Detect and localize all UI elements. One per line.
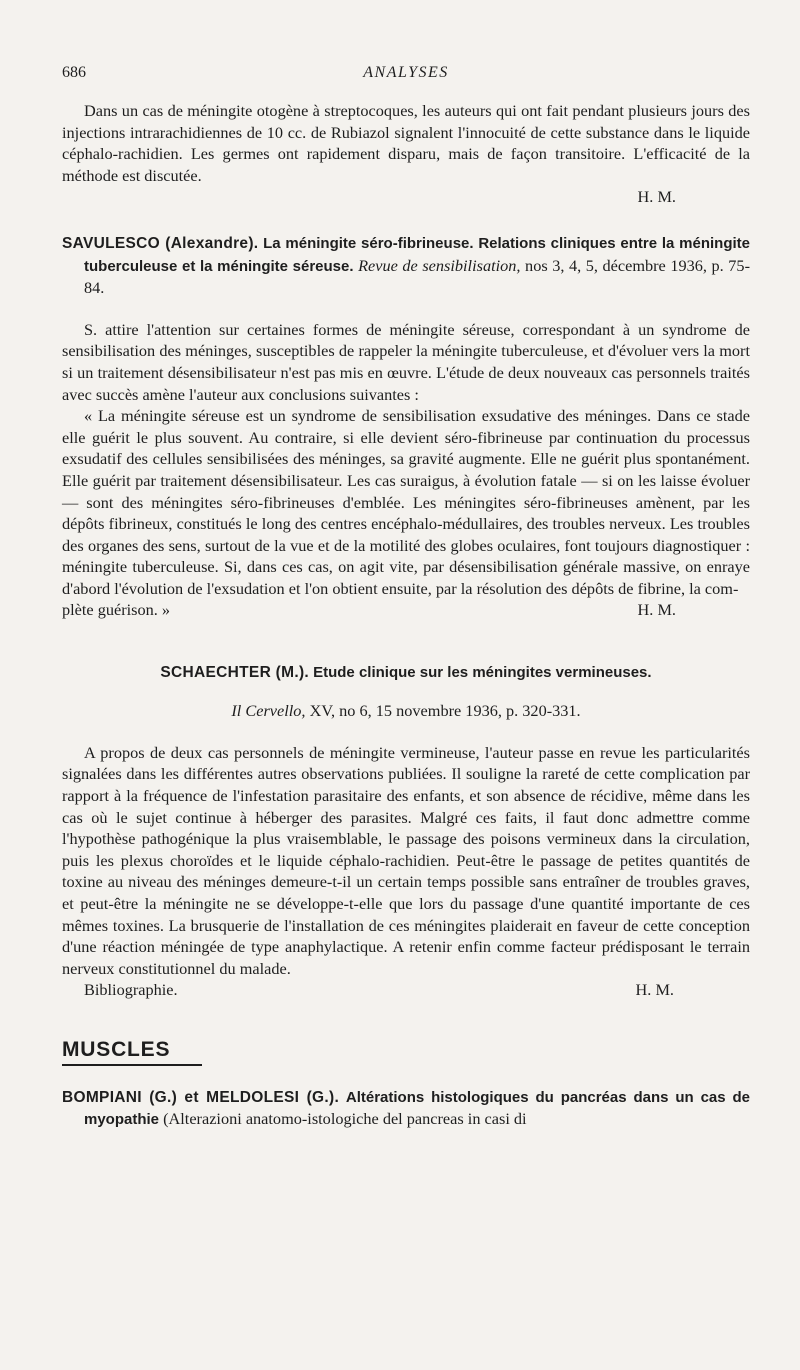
entry-paragraph: A propos de deux cas personnels de méningite vermineuse, l'auteur passe en revue les particularités signalées dans les différentes autres observations publiées. Il souligne la rareté de cette complication par rapport à la fréquence de l'infestation parasitaire des enfants, et son absence de récidive, même dans les cas où le sujet continue à héberger des parasites. Malgré ces faits, il faut donc admettre comme l'hypothèse pathogénique la plus vraisemblable, le passage des poisons vermineux dans la circulation, puis les plexus choroïdes et le liquide céphalo-rachidien. Peut-être le passage de petites quantités de toxine au niveau des méninges demeure-t-il un certain temps possible sans entraîner de troubles graves, et peut-être la méningite ne se développe-t-elle que lors du passage d'une quantité importante de ces mêmes toxines. La brusquerie de l'installation de ces méningites plaiderait en faveur de cette conception d'une réaction méningée de type anaphylactique. A retenir enfin comme facteur prédisposant le terrain nerveux constitutionnel du malade.: [62, 742, 750, 978]
page-number: 686: [62, 64, 86, 81]
entry-title: La méningite séro-fibrineuse. Relations cliniques entre la méningite tuberculeuse et la méningite séreuse.: [84, 234, 751, 275]
entry-details: (Alterazioni anatomo-istologiche del pancreas in casi di: [163, 1109, 527, 1129]
entry-title: Altérations histologiques du pancréas dans un cas de myopathie: [84, 1088, 750, 1129]
intro-paragraph: Dans un cas de méningite otogène à streptocoques, les auteurs qui ont fait pendant plusieurs jours des injections intrarachidiennes de 10 cc. de Rubiazol signalent l'innocuité de cette substance dans le liquide céphalo-rachidien. Les germes ont rapidement disparu, mais de façon transitoire. L'efficacité de la méthode est discutée.: [62, 101, 750, 185]
entry-reference: [62, 700, 750, 722]
entry-details: nos 3, 4, 5, décembre 1936, p. 75-84.: [84, 255, 750, 298]
entry-author: SCHAECHTER (M.).: [160, 664, 310, 682]
running-title: ANALYSES: [363, 64, 449, 81]
bibliography-label: Bibliographie.: [84, 980, 178, 1000]
entry-journal: Il Cervello,: [231, 701, 306, 721]
entry-paragraph: S. attire l'attention sur certaines formes de méningite séreuse, correspondant à un syndrome de sensibilisation des méninges, susceptibles de rappeler la méningite tuberculeuse, et d'évoluer vers la mort si un traitement désensibilisateur n'est pas mis en œuvre. L'étude de deux nouveaux cas personnels traités avec succès amène l'auteur aux conclusions suivantes :: [62, 319, 750, 404]
page-header: [62, 64, 750, 88]
quote-end-line: [62, 599, 750, 621]
entry-details: XV, no 6, 15 novembre 1936, p. 320-331.: [309, 701, 581, 721]
entry-title: Etude clinique sur les méningites vermineuses.: [313, 664, 652, 682]
quote-end-text: plète guérison. »: [62, 600, 171, 620]
bibliography-line: [62, 979, 750, 1001]
section-heading: MUSCLES: [62, 1037, 171, 1061]
signature: H. M.: [635, 980, 674, 1000]
signature: H. M.: [637, 600, 676, 620]
entry-quote: « La méningite séreuse est un syndrome de sensibilisation exsudative des méninges. Dans ce stade elle guérit le plus souvent. Au contraire, si elle devient séro-fibrineuse par continuation du processus exsudatif des cellules sensibilisées des méninges, sa gravité augmente. Elle ne guérit plus spontanément. Elle guérit par traitement désensibilisateur. Les cas suraigus, à évolution fatale — si on les laisse évoluer — sont des méningites séro-fibrineuses d'emblée. Les méningites séro-fibrineuses amènent, par les dépôts fibrineux, constitués le long des centres encéphalo-médullaires, des troubles nerveux. Les troubles des organes des sens, surtout de la vue et de la motilité des globes oculaires, font toujours diagnostiquer : méningite tuberculeuse. Si, dans ces cas, on agit vite, par désensibilisation générale massive, on enraye d'abord l'évolution de l'exsudation et l'on obtient ensuite, par la résolution des dépôts de fibrine, la com-: [62, 406, 750, 598]
entry-heading: [62, 232, 750, 299]
entry-heading: [62, 1086, 750, 1131]
entry-journal: Revue de sensibilisation,: [358, 255, 521, 275]
entry-author: BOMPIANI (G.) et MELDOLESI (G.).: [62, 1088, 340, 1106]
page-content: [62, 100, 750, 1131]
entry-author: SAVULESCO (Alexandre).: [62, 234, 259, 252]
signature: H. M.: [637, 187, 676, 207]
entry-heading: [62, 661, 750, 684]
